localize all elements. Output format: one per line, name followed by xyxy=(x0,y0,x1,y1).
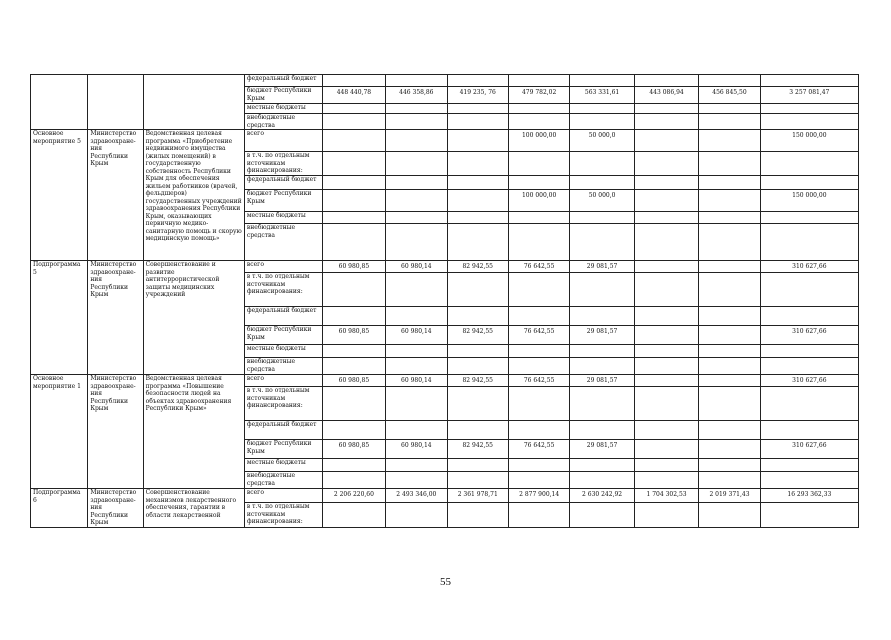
year-value-cell: 456 845,50 xyxy=(699,87,760,104)
total-value-cell xyxy=(760,273,858,307)
year-value-cell xyxy=(322,224,385,261)
section-title xyxy=(143,75,244,130)
year-value-cell: 446 358,86 xyxy=(386,87,447,104)
year-value-cell xyxy=(447,114,508,130)
year-value-cell: 50 000,0 xyxy=(570,130,634,152)
year-value-cell: 82 942,55 xyxy=(447,326,508,345)
year-value-cell: 100 000,00 xyxy=(508,190,569,212)
funding-source: бюджет Республики Крым xyxy=(244,326,322,345)
year-value-cell xyxy=(634,440,698,459)
year-value-cell xyxy=(447,387,508,421)
year-value-cell: 29 081,57 xyxy=(570,375,634,387)
year-value-cell: 448 440,78 xyxy=(322,87,385,104)
year-value-cell xyxy=(699,421,760,440)
year-value-cell xyxy=(508,421,569,440)
year-value-cell: 82 942,55 xyxy=(447,440,508,459)
funding-source: в т.ч. по отдельным источникам финансирования: xyxy=(244,273,322,307)
year-value-cell xyxy=(386,224,447,261)
year-value-cell: 60 980,14 xyxy=(386,326,447,345)
year-value-cell xyxy=(322,358,385,375)
year-value-cell xyxy=(634,152,698,176)
year-value-cell xyxy=(634,261,698,273)
year-value-cell xyxy=(322,190,385,212)
year-value-cell: 60 980,85 xyxy=(322,440,385,459)
section-title: Ведомственная целевая программа «Повышение безопасности людей на объектах здравоохранения Республики Крым» xyxy=(143,375,244,489)
year-value-cell xyxy=(322,114,385,130)
year-value-cell xyxy=(634,387,698,421)
total-value-cell xyxy=(760,459,858,472)
year-value-cell xyxy=(322,130,385,152)
year-value-cell xyxy=(634,307,698,326)
year-value-cell: 82 942,55 xyxy=(447,375,508,387)
funding-source: всего xyxy=(244,489,322,503)
year-value-cell: 563 331,61 xyxy=(570,87,634,104)
year-value-cell xyxy=(634,503,698,527)
year-value-cell xyxy=(699,273,760,307)
year-value-cell xyxy=(386,104,447,114)
year-value-cell: 76 642,55 xyxy=(508,261,569,273)
section-name: Подпрограмма 6 xyxy=(31,489,88,528)
year-value-cell: 29 081,57 xyxy=(570,440,634,459)
year-value-cell xyxy=(447,224,508,261)
year-value-cell xyxy=(447,358,508,375)
total-value-cell xyxy=(760,387,858,421)
year-value-cell xyxy=(634,345,698,358)
year-value-cell xyxy=(634,421,698,440)
year-value-cell xyxy=(447,503,508,527)
year-value-cell xyxy=(508,104,569,114)
page-number: 55 xyxy=(440,576,451,588)
year-value-cell xyxy=(322,472,385,489)
funding-source: внебюджетные средства xyxy=(244,358,322,375)
funding-source: федеральный бюджет xyxy=(244,75,322,87)
funding-row xyxy=(31,261,859,273)
year-value-cell xyxy=(386,503,447,527)
year-value-cell: 2 630 242,92 xyxy=(570,489,634,503)
total-value-cell xyxy=(760,114,858,130)
year-value-cell: 76 642,55 xyxy=(508,375,569,387)
section-name: Основное мероприятие 5 xyxy=(31,130,88,261)
year-value-cell: 60 980,85 xyxy=(322,261,385,273)
year-value-cell: 60 980,14 xyxy=(386,261,447,273)
year-value-cell: 60 980,85 xyxy=(322,375,385,387)
year-value-cell xyxy=(386,152,447,176)
year-value-cell xyxy=(699,326,760,345)
year-value-cell xyxy=(386,114,447,130)
year-value-cell xyxy=(634,212,698,224)
year-value-cell: 2 877 900,14 xyxy=(508,489,569,503)
section-name xyxy=(31,75,88,130)
year-value-cell xyxy=(322,421,385,440)
year-value-cell xyxy=(447,190,508,212)
year-value-cell xyxy=(447,459,508,472)
funding-source: в т.ч. по отдельным источникам финансирования: xyxy=(244,503,322,527)
year-value-cell xyxy=(570,152,634,176)
year-value-cell xyxy=(386,307,447,326)
year-value-cell xyxy=(699,261,760,273)
total-value-cell xyxy=(760,503,858,527)
total-value-cell: 310 627,66 xyxy=(760,261,858,273)
year-value-cell xyxy=(322,75,385,87)
year-value-cell xyxy=(386,273,447,307)
year-value-cell xyxy=(386,472,447,489)
year-value-cell xyxy=(447,345,508,358)
year-value-cell xyxy=(508,114,569,130)
funding-source: внебюджетные средства xyxy=(244,472,322,489)
year-value-cell xyxy=(508,503,569,527)
year-value-cell xyxy=(570,387,634,421)
year-value-cell xyxy=(447,75,508,87)
year-value-cell xyxy=(699,472,760,489)
funding-source: всего xyxy=(244,375,322,387)
year-value-cell xyxy=(386,387,447,421)
year-value-cell xyxy=(508,345,569,358)
year-value-cell xyxy=(447,152,508,176)
year-value-cell xyxy=(508,212,569,224)
year-value-cell xyxy=(699,190,760,212)
section-name: Подпрограмма 5 xyxy=(31,261,88,375)
year-value-cell xyxy=(634,104,698,114)
year-value-cell xyxy=(322,503,385,527)
year-value-cell xyxy=(699,375,760,387)
year-value-cell xyxy=(447,273,508,307)
year-value-cell xyxy=(508,358,569,375)
year-value-cell xyxy=(570,176,634,190)
year-value-cell xyxy=(699,114,760,130)
year-value-cell: 2 019 371,43 xyxy=(699,489,760,503)
year-value-cell xyxy=(699,75,760,87)
total-value-cell xyxy=(760,421,858,440)
year-value-cell xyxy=(570,472,634,489)
total-value-cell: 310 627,66 xyxy=(760,375,858,387)
year-value-cell xyxy=(634,326,698,345)
year-value-cell xyxy=(508,387,569,421)
total-value-cell: 310 627,66 xyxy=(760,440,858,459)
section-name: Основное мероприятие 1 xyxy=(31,375,88,489)
year-value-cell xyxy=(386,212,447,224)
year-value-cell xyxy=(570,273,634,307)
total-value-cell xyxy=(760,472,858,489)
total-value-cell xyxy=(760,176,858,190)
year-value-cell xyxy=(699,440,760,459)
year-value-cell xyxy=(634,190,698,212)
year-value-cell xyxy=(634,75,698,87)
total-value-cell: 16 293 362,33 xyxy=(760,489,858,503)
funding-source: в т.ч. по отдельным источникам финансирования: xyxy=(244,387,322,421)
year-value-cell xyxy=(699,459,760,472)
funding-source: внебюджетные средства xyxy=(244,114,322,130)
year-value-cell: 76 642,55 xyxy=(508,440,569,459)
funding-source: федеральный бюджет xyxy=(244,307,322,326)
year-value-cell xyxy=(386,421,447,440)
year-value-cell: 60 980,14 xyxy=(386,440,447,459)
year-value-cell: 2 493 346,00 xyxy=(386,489,447,503)
year-value-cell xyxy=(322,212,385,224)
year-value-cell xyxy=(508,459,569,472)
year-value-cell: 29 081,57 xyxy=(570,261,634,273)
year-value-cell xyxy=(699,130,760,152)
year-value-cell xyxy=(634,130,698,152)
year-value-cell xyxy=(322,459,385,472)
year-value-cell xyxy=(570,104,634,114)
year-value-cell xyxy=(322,345,385,358)
year-value-cell xyxy=(699,104,760,114)
year-value-cell xyxy=(699,176,760,190)
section-title: Совершенствование механизмов лекарственного обеспечения, гарантии в области лекарственной xyxy=(143,489,244,528)
year-value-cell: 76 642,55 xyxy=(508,326,569,345)
year-value-cell xyxy=(447,472,508,489)
year-value-cell xyxy=(699,212,760,224)
funding-row xyxy=(31,489,859,503)
year-value-cell: 2 361 978,71 xyxy=(447,489,508,503)
funding-source: местные бюджеты xyxy=(244,212,322,224)
year-value-cell xyxy=(322,387,385,421)
funding-source: всего xyxy=(244,130,322,152)
year-value-cell xyxy=(634,459,698,472)
year-value-cell: 29 081,57 xyxy=(570,326,634,345)
year-value-cell xyxy=(634,472,698,489)
year-value-cell xyxy=(570,421,634,440)
year-value-cell xyxy=(508,152,569,176)
year-value-cell xyxy=(447,176,508,190)
total-value-cell xyxy=(760,212,858,224)
total-value-cell xyxy=(760,104,858,114)
funding-source: местные бюджеты xyxy=(244,459,322,472)
year-value-cell: 443 086,94 xyxy=(634,87,698,104)
funding-source: бюджет Республики Крым xyxy=(244,87,322,104)
total-value-cell xyxy=(760,224,858,261)
year-value-cell xyxy=(699,503,760,527)
year-value-cell xyxy=(570,114,634,130)
year-value-cell xyxy=(508,273,569,307)
year-value-cell xyxy=(508,307,569,326)
section-executor xyxy=(88,75,143,130)
year-value-cell xyxy=(447,421,508,440)
total-value-cell xyxy=(760,358,858,375)
year-value-cell xyxy=(322,307,385,326)
year-value-cell xyxy=(508,75,569,87)
funding-source: федеральный бюджет xyxy=(244,421,322,440)
funding-source: местные бюджеты xyxy=(244,104,322,114)
total-value-cell: 150 000,00 xyxy=(760,190,858,212)
year-value-cell: 2 206 220,60 xyxy=(322,489,385,503)
year-value-cell: 82 942,55 xyxy=(447,261,508,273)
year-value-cell xyxy=(634,224,698,261)
section-executor: Министерство здравоохране-ния Республики Крым xyxy=(88,375,143,489)
budget-table xyxy=(30,74,859,528)
year-value-cell: 1 704 302,53 xyxy=(634,489,698,503)
year-value-cell: 100 000,00 xyxy=(508,130,569,152)
year-value-cell xyxy=(570,75,634,87)
year-value-cell xyxy=(322,104,385,114)
year-value-cell xyxy=(570,358,634,375)
year-value-cell xyxy=(386,190,447,212)
year-value-cell xyxy=(634,176,698,190)
year-value-cell xyxy=(508,176,569,190)
year-value-cell xyxy=(699,224,760,261)
year-value-cell xyxy=(634,358,698,375)
year-value-cell xyxy=(570,503,634,527)
year-value-cell: 60 980,14 xyxy=(386,375,447,387)
funding-source: бюджет Республики Крым xyxy=(244,440,322,459)
year-value-cell: 479 782,02 xyxy=(508,87,569,104)
total-value-cell xyxy=(760,307,858,326)
funding-source: внебюджетные средства xyxy=(244,224,322,261)
year-value-cell xyxy=(699,345,760,358)
total-value-cell xyxy=(760,152,858,176)
section-executor: Министерство здравоохране-ния Республики Крым xyxy=(88,130,143,261)
total-value-cell: 310 627,66 xyxy=(760,326,858,345)
year-value-cell xyxy=(699,358,760,375)
section-title: Ведомственная целевая программа «Приобретение недвижимого имущества (жилых помещений) в государственную собственность Республики Крым для обеспечения жильем работников (врачей, фельдшеров) государственных учреждений здравоохранения Республики Крым, оказывающих первичную медико-санитарную помощь и скорую медицинскую помощь» xyxy=(143,130,244,261)
funding-row xyxy=(31,130,859,152)
funding-source: местные бюджеты xyxy=(244,345,322,358)
funding-source: всего xyxy=(244,261,322,273)
section-executor: Министерство здравоохране-ния Республики Крым xyxy=(88,489,143,528)
year-value-cell: 419 235, 76 xyxy=(447,87,508,104)
year-value-cell xyxy=(386,130,447,152)
year-value-cell xyxy=(322,152,385,176)
funding-row xyxy=(31,75,859,87)
funding-source: федеральный бюджет xyxy=(244,176,322,190)
funding-source: в т.ч. по отдельным источникам финансирования: xyxy=(244,152,322,176)
section-executor: Министерство здравоохране-ния Республики Крым xyxy=(88,261,143,375)
total-value-cell: 3 257 081,47 xyxy=(760,87,858,104)
year-value-cell xyxy=(322,176,385,190)
year-value-cell xyxy=(386,75,447,87)
total-value-cell xyxy=(760,345,858,358)
year-value-cell xyxy=(570,459,634,472)
year-value-cell xyxy=(447,130,508,152)
year-value-cell xyxy=(386,345,447,358)
year-value-cell: 50 000,0 xyxy=(570,190,634,212)
year-value-cell xyxy=(447,212,508,224)
year-value-cell xyxy=(699,387,760,421)
year-value-cell xyxy=(447,104,508,114)
year-value-cell xyxy=(508,472,569,489)
year-value-cell xyxy=(322,273,385,307)
total-value-cell xyxy=(760,75,858,87)
year-value-cell xyxy=(699,307,760,326)
year-value-cell xyxy=(570,212,634,224)
year-value-cell xyxy=(386,176,447,190)
year-value-cell xyxy=(699,152,760,176)
total-value-cell: 150 000,00 xyxy=(760,130,858,152)
year-value-cell xyxy=(447,307,508,326)
year-value-cell xyxy=(634,375,698,387)
funding-row xyxy=(31,375,859,387)
year-value-cell xyxy=(386,358,447,375)
year-value-cell xyxy=(634,273,698,307)
year-value-cell xyxy=(386,459,447,472)
year-value-cell xyxy=(570,307,634,326)
year-value-cell: 60 980,85 xyxy=(322,326,385,345)
year-value-cell xyxy=(634,114,698,130)
funding-source: бюджет Республики Крым xyxy=(244,190,322,212)
year-value-cell xyxy=(570,224,634,261)
year-value-cell xyxy=(570,345,634,358)
section-title: Совершенствование и развитие антитеррористической защиты медицинских учреждений xyxy=(143,261,244,375)
year-value-cell xyxy=(508,224,569,261)
